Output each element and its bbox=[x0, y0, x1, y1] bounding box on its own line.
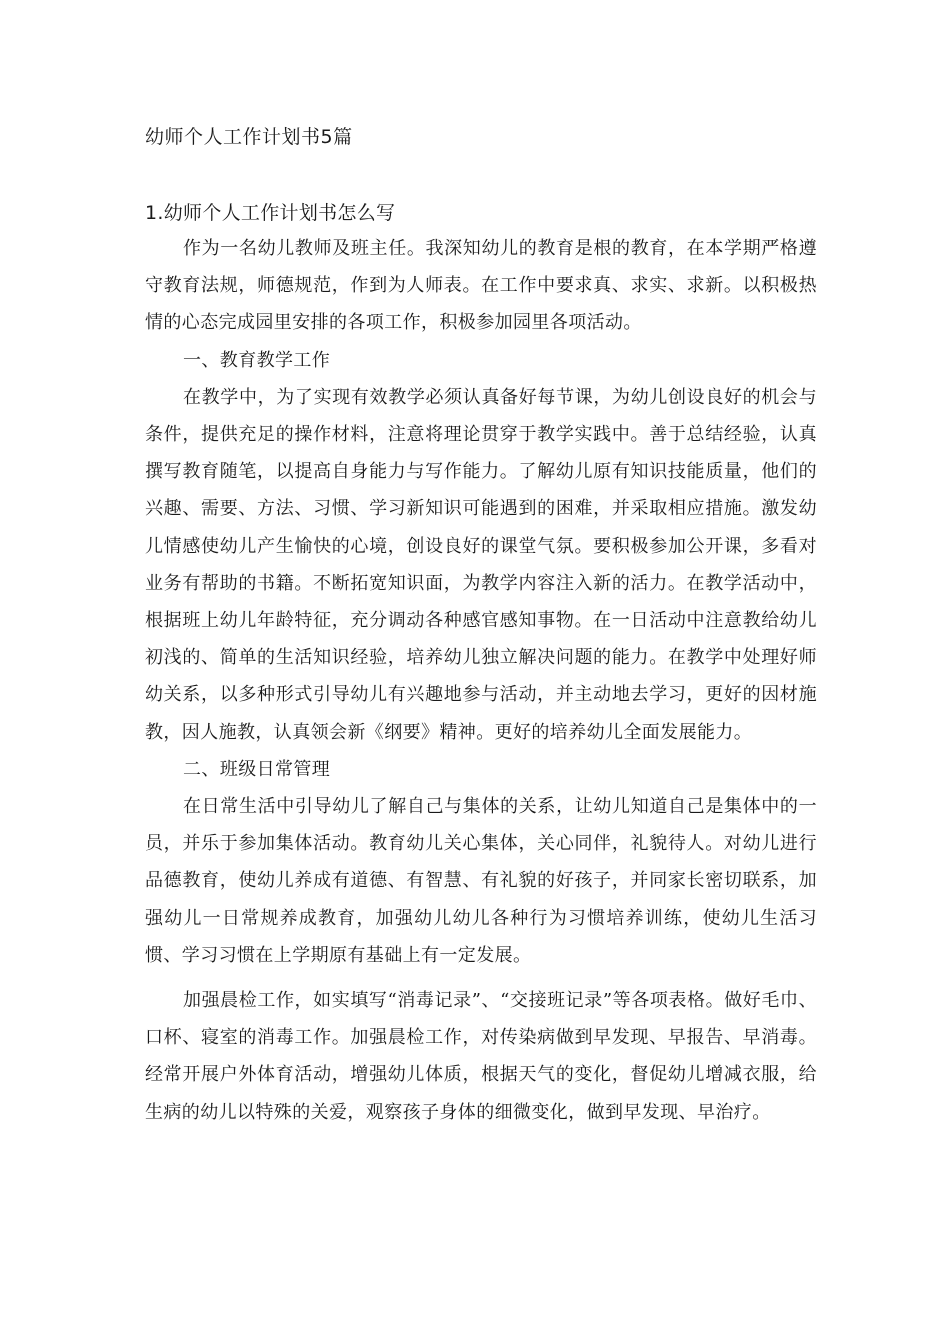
section-heading-class-management: 二、班级日常管理 bbox=[183, 758, 331, 780]
document-body bbox=[145, 195, 817, 1131]
intro-paragraph: 作为一名幼儿教师及班主任。我深知幼儿的教育是根的教育，在本学期严格遵守教育法规，师德规范，作到为人师表。在工作中要求真、求实、求新。以积极热情的心态完成园里安排的各项工作，积极参加园里各项活动。 bbox=[145, 238, 817, 334]
article-heading: 1.幼师个人工作计划书怎么写 bbox=[145, 202, 396, 224]
paragraph-gap bbox=[145, 974, 817, 982]
class-management-paragraph: 在日常生活中引导幼儿了解自己与集体的关系，让幼儿知道自己是集体中的一员，并乐于参加集体活动。教育幼儿关心集体，关心同伴，礼貌待人。对幼儿进行品德教育，使幼儿养成有道德、有智慧、有礼貌的好孩子，并同家长密切联系，加强幼儿一日常规养成教育，加强幼儿幼儿各种行为习惯培养训练，使幼儿生活习惯、学习习惯在上学期原有基础上有一定发展。 bbox=[145, 796, 817, 966]
health-check-paragraph: 加强晨检工作，如实填写“消毒记录”、“交接班记录”等各项表格。做好毛巾、口杯、寝室的消毒工作。加强晨检工作，对传染病做到早发现、早报告、早消毒。经常开展户外体育活动，增强幼儿体质，根据天气的变化，督促幼儿增减衣服，给生病的幼儿以特殊的关爱，观察孩子身体的细微变化，做到早发现、早治疗。 bbox=[145, 990, 817, 1123]
teaching-paragraph: 在教学中，为了实现有效教学必须认真备好每节课，为幼儿创设良好的机会与条件，提供充足的操作材料，注意将理论贯穿于教学实践中。善于总结经验，认真撰写教育随笔，以提高自身能力与写作能力。了解幼儿原有知识技能质量，他们的兴趣、需要、方法、习惯、学习新知识可能遇到的困难，并采取相应措施。激发幼儿情感使幼儿产生愉快的心境，创设良好的课堂气氛。要积极参加公开课，多看对业务有帮助的书籍。不断拓宽知识面，为教学内容注入新的活力。在教学活动中，根据班上幼儿年龄特征，充分调动各种感官感知事物。在一日活动中注意教给幼儿初浅的、简单的生活知识经验，培养幼儿独立解决问题的能力。在教学中处理好师幼关系，以多种形式引导幼儿有兴趣地参与活动，并主动地去学习，更好的因材施教，因人施教，认真领会新《纲要》精神。更好的培养幼儿全面发展能力。 bbox=[145, 386, 817, 743]
document-title: 幼师个人工作计划书5篇 bbox=[145, 126, 353, 148]
section-heading-teaching: 一、教育教学工作 bbox=[183, 349, 331, 371]
